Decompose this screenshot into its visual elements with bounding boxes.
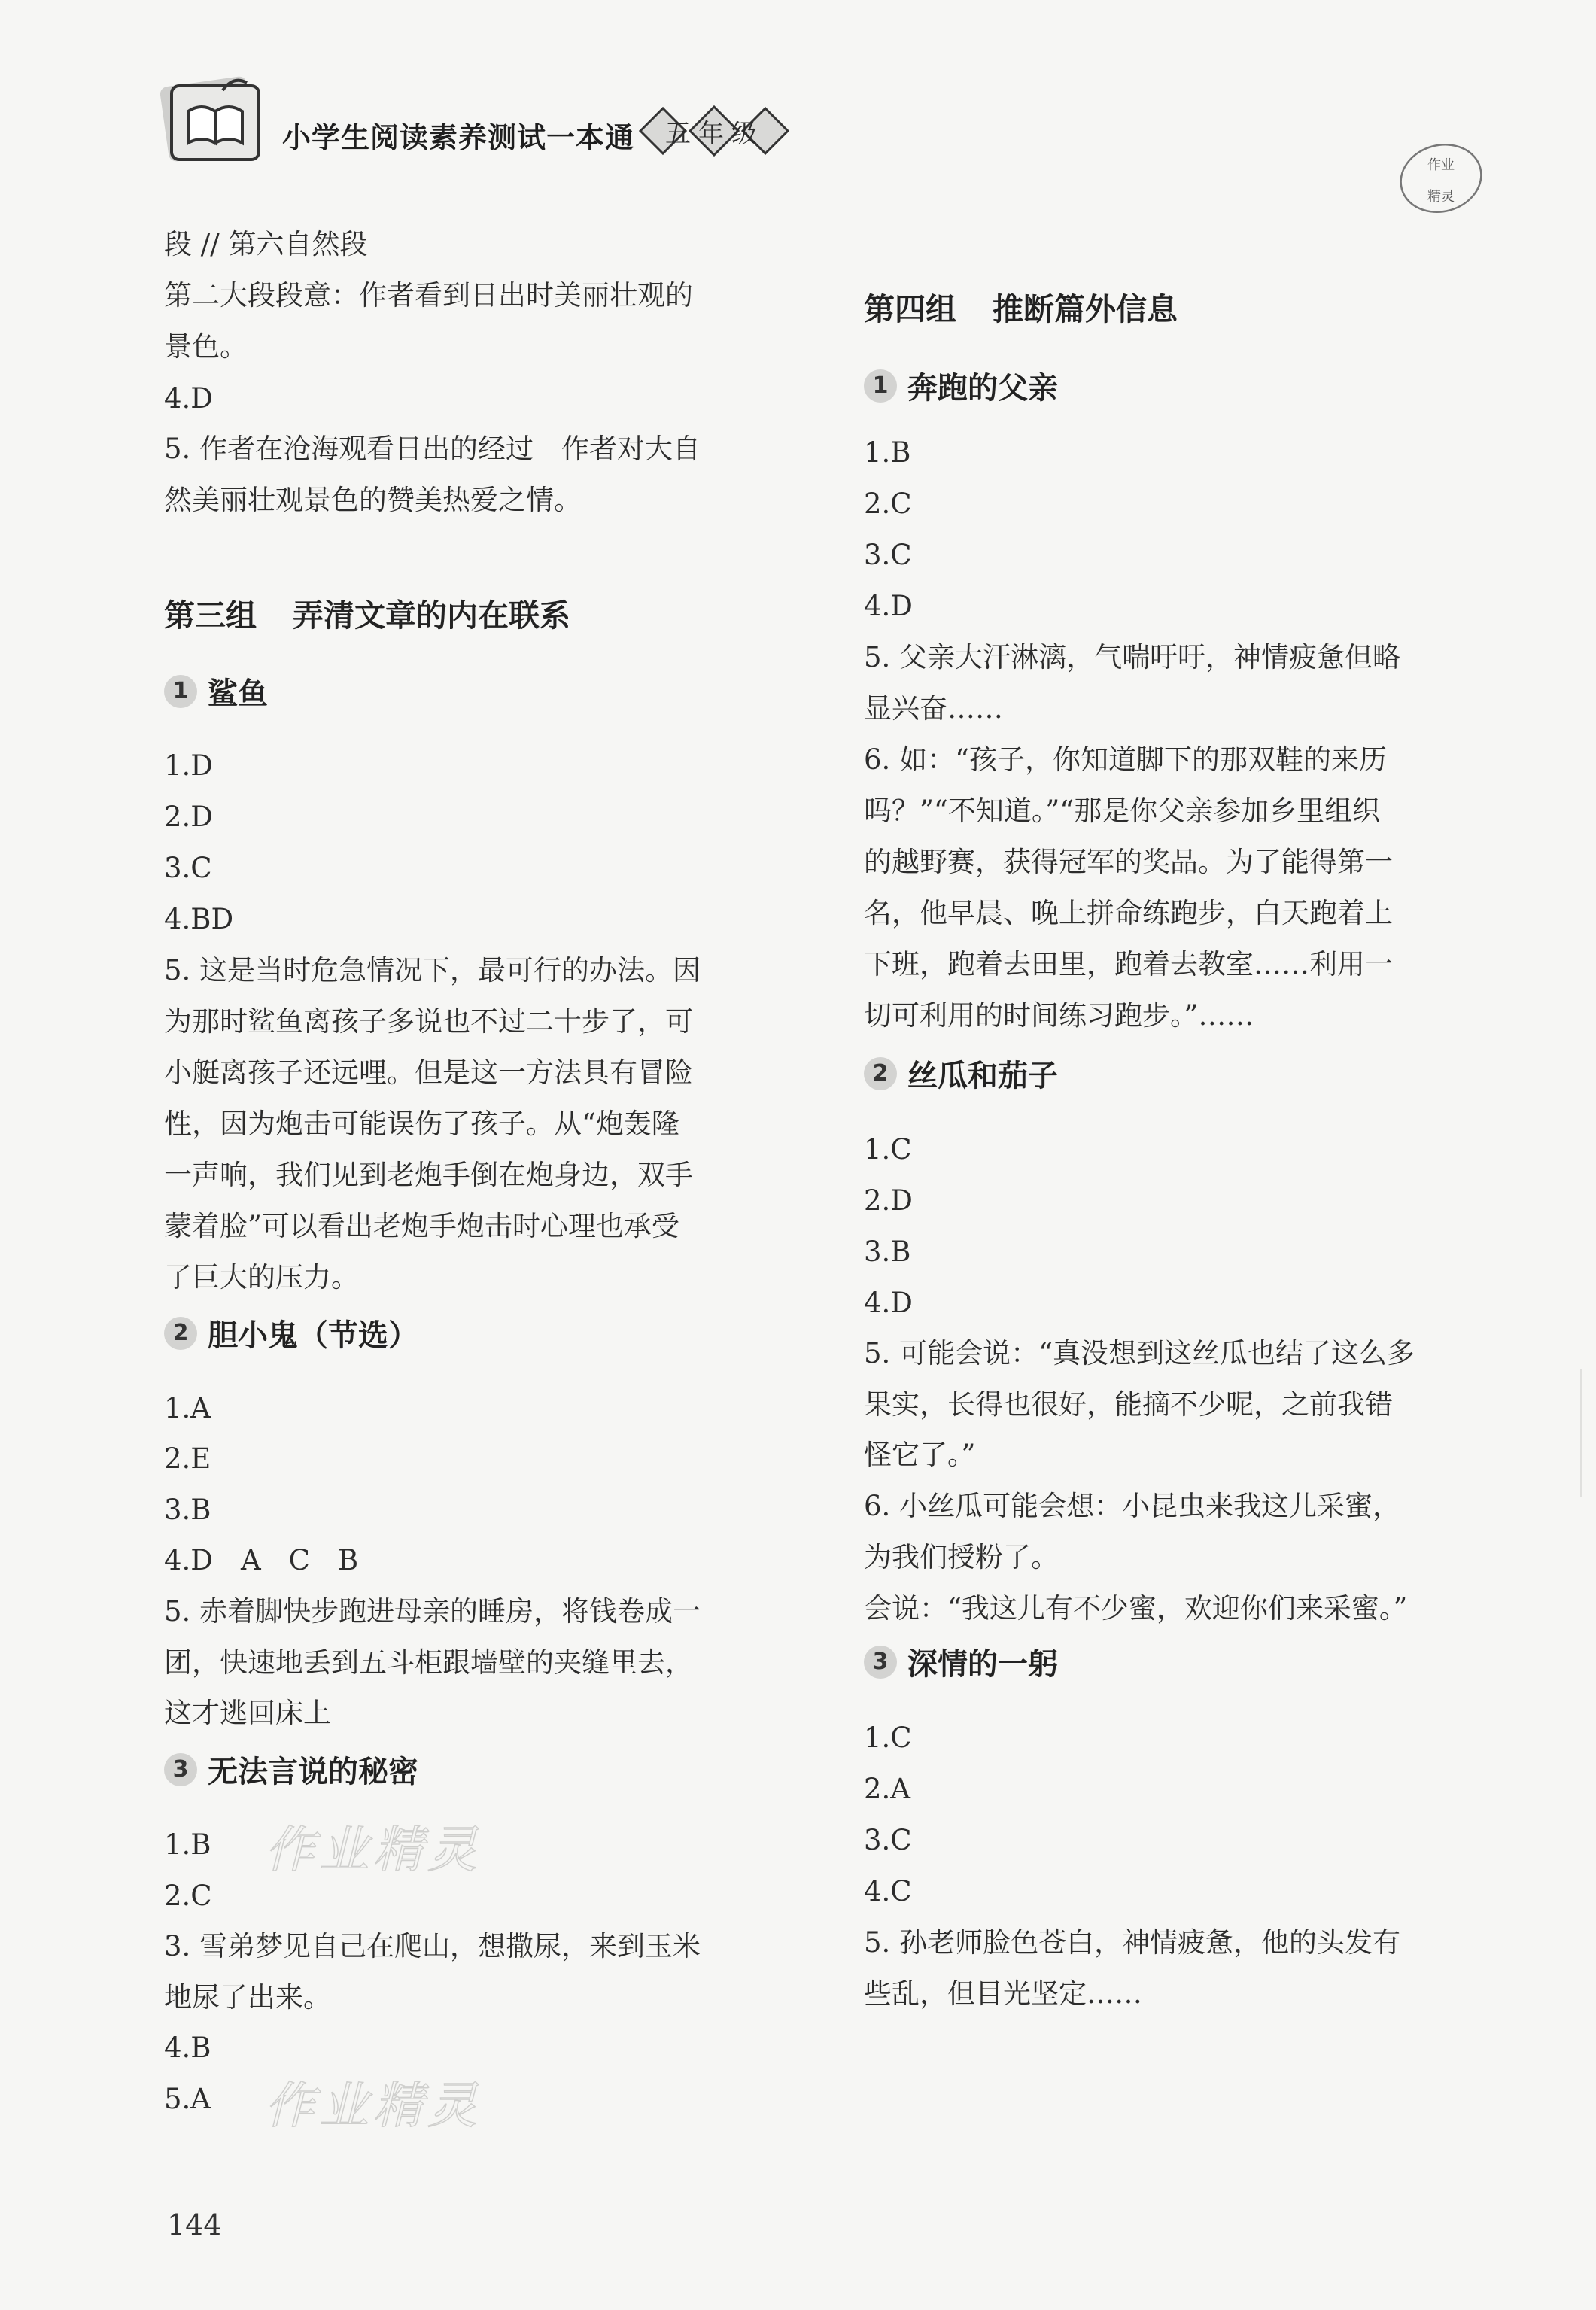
text-line: 段 // 第六自然段 bbox=[164, 228, 368, 260]
section-number: 2 bbox=[864, 1057, 897, 1090]
answer-line: 3.C bbox=[164, 852, 212, 884]
answer-line: 3.B bbox=[164, 1494, 211, 1526]
answer-line: 2.A bbox=[864, 1773, 911, 1805]
answer-line: 3.C bbox=[864, 539, 912, 571]
page-header bbox=[158, 68, 910, 173]
watermark: 作业精灵 bbox=[265, 2077, 482, 2135]
section-title: 深情的一躬 bbox=[907, 1647, 1058, 1682]
section-title: 丝瓜和茄子 bbox=[907, 1059, 1058, 1093]
watermark: 作业精灵 bbox=[265, 1821, 482, 1879]
answer-line: 会说：“我这儿有不少蜜，欢迎你们来采蜜。” bbox=[864, 1592, 1408, 1625]
answer-line: 小艇离孩子还远哩。但是这一方法具有冒险 bbox=[164, 1056, 693, 1089]
answer-line: 地尿了出来。 bbox=[164, 1981, 331, 2014]
section-number: 3 bbox=[164, 1753, 197, 1786]
answer-line: 2.C bbox=[164, 1880, 212, 1912]
section-number: 1 bbox=[864, 369, 897, 403]
book-title: 小学生阅读素养测试一本通 bbox=[282, 121, 635, 154]
group-label: 第四组 bbox=[864, 291, 956, 327]
answer-line: 4.D A C B bbox=[164, 1544, 359, 1576]
section-title: 奔跑的父亲 bbox=[907, 371, 1058, 406]
answer-line: 2.D bbox=[164, 801, 213, 833]
answer-line: 5. 可能会说：“真没想到这丝瓜也结了这么多 bbox=[864, 1337, 1415, 1369]
answer-line: 些乱，但目光坚定…… bbox=[864, 1977, 1142, 2010]
section-heading bbox=[864, 1052, 1058, 1095]
section-title: 鲨鱼 bbox=[208, 676, 268, 711]
group-title: 弄清文章的内在联系 bbox=[293, 597, 570, 634]
stamp-text-bottom: 精灵 bbox=[1427, 189, 1455, 205]
answer-line: 1.D bbox=[164, 749, 213, 782]
grade-label: 五年级 bbox=[665, 118, 765, 149]
answer-line: 怪它了。” bbox=[864, 1439, 976, 1471]
section-number: 3 bbox=[864, 1646, 897, 1679]
answer-line: 一声响，我们见到老炮手倒在炮身边，双手 bbox=[164, 1159, 693, 1191]
section-number: 2 bbox=[164, 1317, 197, 1350]
answer-line: 名，他早晨、晚上拼命练跑步，白天跑着上 bbox=[864, 897, 1393, 929]
answer-line: 1.C bbox=[864, 1722, 912, 1754]
answer-line: 性，因为炮击可能误伤了孩子。从“炮轰隆 bbox=[164, 1108, 679, 1140]
answer-line: 吗？”“不知道。”“那是你父亲参加乡里组织 bbox=[864, 795, 1381, 827]
answer-line: 6. 如：“孩子，你知道脚下的那双鞋的来历 bbox=[864, 743, 1387, 776]
answer-line: 4.BD bbox=[164, 903, 234, 935]
stamp-text-top: 作业 bbox=[1427, 157, 1455, 173]
answer-line: 2.E bbox=[164, 1442, 211, 1475]
section-number: 1 bbox=[164, 675, 197, 708]
answer-line: 3.B bbox=[864, 1236, 911, 1268]
answer-line: 6. 小丝瓜可能会想：小昆虫来我这儿采蜜， bbox=[864, 1490, 1401, 1522]
answer-line: 2.D bbox=[864, 1184, 913, 1217]
stamp-circle-icon bbox=[1396, 139, 1486, 218]
answer-line: 5.A bbox=[164, 2083, 211, 2115]
section-title: 胆小鬼（节选） bbox=[208, 1318, 418, 1353]
section-heading bbox=[164, 1312, 418, 1354]
answer-line: 下班，跑着去田里，跑着去教室……利用一 bbox=[864, 948, 1393, 980]
answer-line: 1.C bbox=[864, 1133, 912, 1166]
text-line: 4.D bbox=[164, 382, 213, 415]
group-heading bbox=[164, 591, 570, 635]
answer-line: 5. 这是当时危急情况下，最可行的办法。因 bbox=[164, 954, 701, 986]
answer-line: 3.C bbox=[864, 1824, 912, 1856]
section-heading bbox=[864, 1640, 1058, 1683]
group-label: 第三组 bbox=[164, 597, 257, 634]
answer-line: 为那时鲨鱼离孩子多说也不过二十步了，可 bbox=[164, 1005, 693, 1038]
answer-line: 1.A bbox=[164, 1392, 211, 1424]
answer-line: 显兴奋…… bbox=[864, 692, 1003, 725]
page-edge-mark bbox=[1580, 1369, 1582, 1497]
answer-line: 5. 赤着脚快步跑进母亲的睡房，将钱卷成一 bbox=[164, 1595, 701, 1628]
group-title: 推断篇外信息 bbox=[993, 291, 1178, 327]
answer-line: 1.B bbox=[164, 1828, 211, 1861]
page-number: 144 bbox=[167, 2208, 222, 2242]
answer-line: 蒙着脸”可以看出老炮手炮击时心理也承受 bbox=[164, 1210, 679, 1242]
answer-line: 切可利用的时间练习跑步。”…… bbox=[864, 999, 1254, 1032]
answer-line: 4.B bbox=[164, 2032, 211, 2064]
answer-line: 4.C bbox=[864, 1875, 912, 1907]
open-book-icon bbox=[158, 68, 271, 166]
answer-line: 1.B bbox=[864, 436, 911, 469]
answer-line: 2.C bbox=[864, 488, 912, 520]
answer-line: 这才逃回床上 bbox=[164, 1697, 331, 1729]
text-line: 第二大段段意：作者看到日出时美丽壮观的 bbox=[164, 279, 693, 312]
answer-line: 5. 孙老师脸色苍白，神情疲惫，他的头发有 bbox=[864, 1926, 1401, 1959]
group-heading bbox=[864, 284, 1178, 329]
answer-line: 3. 雪弟梦见自己在爬山，想撒尿，来到玉米 bbox=[164, 1930, 701, 1962]
answer-line: 5. 父亲大汗淋漓，气喘吁吁，神情疲惫但略 bbox=[864, 641, 1401, 673]
answer-line: 为我们授粉了。 bbox=[864, 1541, 1059, 1573]
answer-line: 团，快速地丢到五斗柜跟墙壁的夹缝里去， bbox=[164, 1646, 693, 1679]
text-line: 景色。 bbox=[164, 330, 248, 363]
text-line: 然美丽壮观景色的赞美热爱之情。 bbox=[164, 484, 582, 516]
answer-line: 的越野赛，获得冠军的奖品。为了能得第一 bbox=[864, 846, 1393, 878]
answer-line: 了巨大的压力。 bbox=[164, 1261, 359, 1293]
section-heading bbox=[864, 364, 1058, 407]
section-heading bbox=[164, 1748, 418, 1791]
section-title: 无法言说的秘密 bbox=[208, 1755, 418, 1789]
answer-line: 4.D bbox=[864, 1287, 913, 1319]
stamp-logo bbox=[1396, 139, 1486, 218]
answer-line: 4.D bbox=[864, 590, 913, 622]
section-heading bbox=[164, 670, 268, 713]
answer-line: 果实，长得也很好，能摘不少呢，之前我错 bbox=[864, 1388, 1393, 1421]
text-line: 5. 作者在沧海观看日出的经过 作者对大自 bbox=[164, 433, 701, 465]
